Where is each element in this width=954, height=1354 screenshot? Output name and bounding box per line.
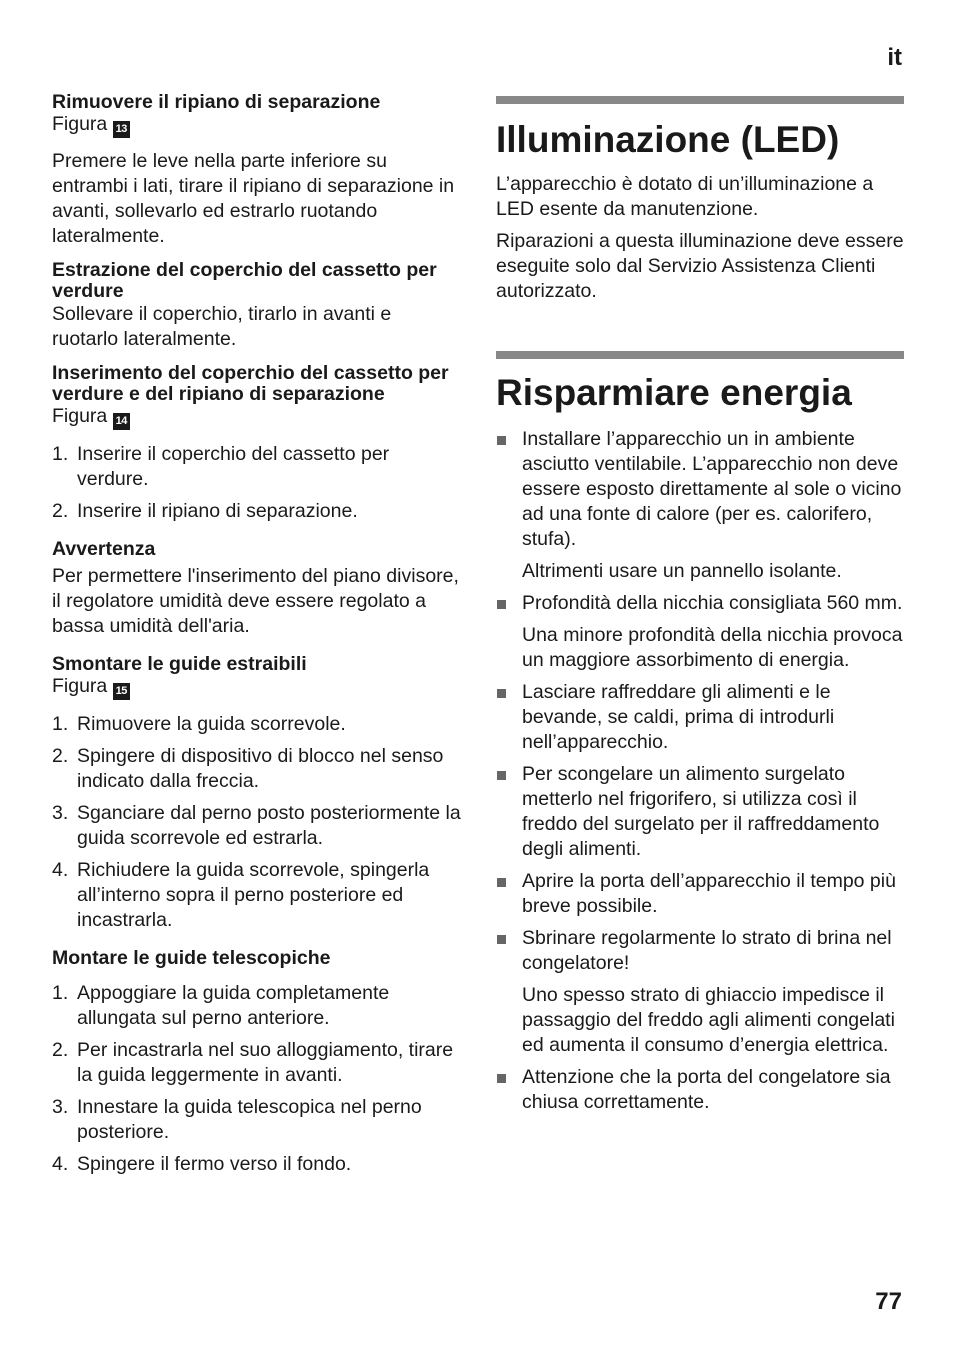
language-tag: it <box>887 44 902 71</box>
section-title-remove-rails: Smontare le guide estraibili <box>52 653 307 675</box>
paragraph: Per permettere l'inserimento del piano divisore, il regolatore umidità deve essere regolato a bassa umidità dell'aria. <box>52 565 459 637</box>
section-title-insert-cover: Inserimento del coperchio del cassetto per verdure e del ripiano di separazione <box>52 362 449 405</box>
list-item: 2. Spingere di dispositivo di blocco nel senso indicato dalla freccia. <box>52 745 444 792</box>
list-item: 1. Appoggiare la guida completamente allungata sul perno anteriore. <box>52 982 390 1029</box>
list-item: 4. Richiudere la guida scorrevole, spingerla all’interno sopra il perno posteriore ed incastrarla. <box>52 859 430 931</box>
figure-ref: Figura 15 <box>52 675 462 700</box>
figure-ref: Figura 14 <box>52 405 462 430</box>
list-item: 2. Per incastrarla nel suo alloggiamento, tirare la guida leggermente in avanti. <box>52 1039 454 1086</box>
section-title-warning: Avvertenza <box>52 538 156 560</box>
bullet-square-icon <box>497 771 506 780</box>
figure-number-box: 14 <box>113 413 130 430</box>
section-title-mount-rails: Montare le guide telescopiche <box>52 947 331 969</box>
left-column <box>52 92 462 1177</box>
list-item: 1. Inserire il coperchio del cassetto per verdure. <box>52 443 390 490</box>
bullet-square-icon <box>497 1074 506 1083</box>
bullet-note: Altrimenti usare un pannello isolante. <box>522 560 842 582</box>
list-item: Aprire la porta dell’apparecchio il tempo più breve possibile. <box>496 869 904 919</box>
list-item: Per scongelare un alimento surgelato metterlo nel frigorifero, si utilizza così il freddo del surgelato per il raffreddamento degli alimenti. <box>496 762 904 862</box>
paragraph: L’apparecchio è dotato di un’illuminazione a LED esente da manutenzione. <box>496 173 874 220</box>
figure-ref: Figura 13 <box>52 113 462 138</box>
bullet-square-icon <box>497 689 506 698</box>
list-item: 2. Inserire il ripiano di separazione. <box>52 500 358 522</box>
bullet-square-icon <box>497 878 506 887</box>
tips-list <box>496 591 904 616</box>
tips-list <box>496 1065 904 1115</box>
list-item: Profondità della nicchia consigliata 560 mm. <box>496 591 904 616</box>
figure-number-box: 15 <box>113 683 130 700</box>
list-item: 3. Innestare la guida telescopica nel perno posteriore. <box>52 1096 422 1143</box>
steps-list <box>52 981 462 1177</box>
tips-list <box>496 427 904 552</box>
section-rule <box>496 351 904 359</box>
section-title-remove-shelf: Rimuovere il ripiano di separazione <box>52 91 381 113</box>
list-item: 4. Spingere il fermo verso il fondo. <box>52 1153 352 1175</box>
heading-energy-saving: Risparmiare energia <box>496 372 852 413</box>
list-item: Lasciare raffreddare gli alimenti e le bevande, se caldi, prima di introdurli nell’apparecchio. <box>496 680 904 755</box>
steps-list <box>52 442 462 524</box>
list-item: Installare l’apparecchio un in ambiente asciutto ventilabile. L’apparecchio non deve essere esposto direttamente al sole o vicino ad una fonte di calore (per es. calorifero, stufa). <box>496 427 904 552</box>
bullet-note: Una minore profondità della nicchia provoca un maggiore assorbimento di energia. <box>522 624 903 671</box>
bullet-square-icon <box>497 436 506 445</box>
bullet-note: Uno spesso strato di ghiaccio impedisce il passaggio del freddo agli alimenti congelati ed aumenta il consumo d’energia elettrica. <box>522 984 895 1056</box>
paragraph: Riparazioni a questa illuminazione deve essere eseguite solo dal Servizio Assistenza Clienti autorizzato. <box>496 230 904 302</box>
bullet-square-icon <box>497 600 506 609</box>
list-item: 3. Sganciare dal perno posto posteriormente la guida scorrevole ed estrarla. <box>52 802 461 849</box>
list-item: Sbrinare regolarmente lo strato di brina nel congelatore! <box>496 926 904 976</box>
paragraph: Premere le leve nella parte inferiore su entrambi i lati, tirare il ripiano di separazione in avanti, sollevarlo ed estrarlo ruotando lateralmente. <box>52 150 455 247</box>
tips-list <box>496 680 904 976</box>
heading-illumination: Illuminazione (LED) <box>496 119 840 160</box>
figure-number-box: 13 <box>113 121 130 138</box>
paragraph: Sollevare il coperchio, tirarlo in avanti e ruotarlo lateralmente. <box>52 303 392 350</box>
bullet-square-icon <box>497 935 506 944</box>
list-item: 1. Rimuovere la guida scorrevole. <box>52 713 346 735</box>
right-column <box>496 96 904 1115</box>
page-number: 77 <box>875 1288 902 1315</box>
section-title-remove-cover: Estrazione del coperchio del cassetto per verdure <box>52 259 437 302</box>
section-rule <box>496 96 904 104</box>
steps-list <box>52 712 462 933</box>
list-item: Attenzione che la porta del congelatore sia chiusa correttamente. <box>496 1065 904 1115</box>
